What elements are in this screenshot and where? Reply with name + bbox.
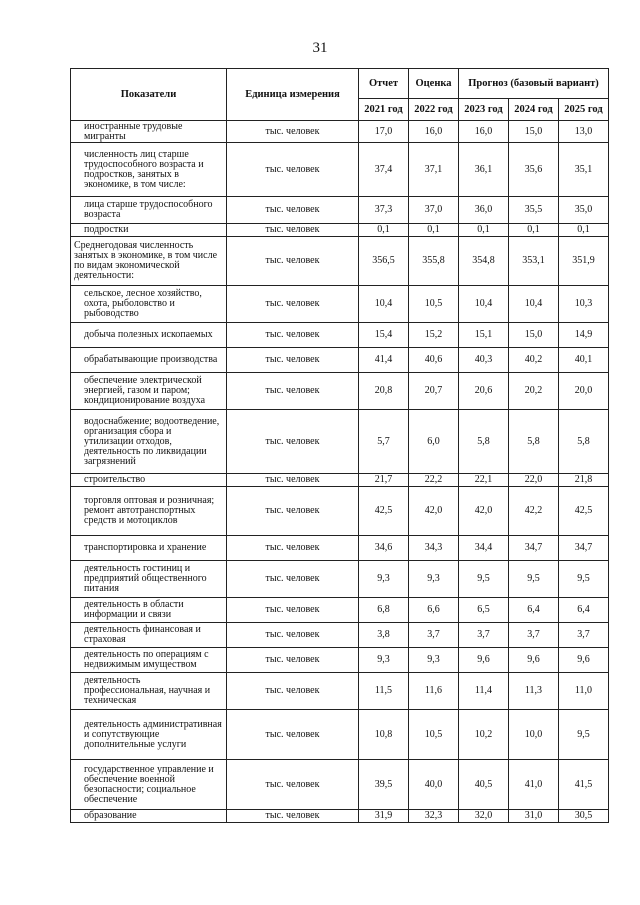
row-unit: тыс. человек	[227, 623, 359, 648]
table-row	[71, 598, 609, 623]
value-2025: 9,6	[559, 648, 609, 673]
value-2021: 6,8	[359, 598, 409, 623]
row-unit: тыс. человек	[227, 487, 359, 536]
value-2022: 6,0	[409, 410, 459, 474]
value-2024: 10,0	[509, 710, 559, 760]
value-2021: 5,7	[359, 410, 409, 474]
value-2024: 42,2	[509, 487, 559, 536]
value-2022: 0,1	[409, 224, 459, 237]
value-2022: 10,5	[409, 710, 459, 760]
row-label: строительство	[71, 474, 227, 487]
header-year-2025: 2025 год	[559, 99, 609, 121]
table-row	[71, 286, 609, 323]
row-label: деятельность гостиниц и предприятий общественного питания	[71, 561, 227, 598]
row-label: деятельность профессиональная, научная и техническая	[71, 673, 227, 710]
value-2023: 22,1	[459, 474, 509, 487]
value-2025: 351,9	[559, 237, 609, 286]
value-2023: 6,5	[459, 598, 509, 623]
value-2021: 42,5	[359, 487, 409, 536]
value-2022: 20,7	[409, 373, 459, 410]
table-row	[71, 487, 609, 536]
header-forecast: Прогноз (базовый вариант)	[459, 69, 609, 99]
value-2021: 34,6	[359, 536, 409, 561]
value-2025: 5,8	[559, 410, 609, 474]
header-report: Отчет	[359, 69, 409, 99]
value-2021: 21,7	[359, 474, 409, 487]
value-2025: 0,1	[559, 224, 609, 237]
row-label: численность лиц старше трудоспособного возраста и подростков, занятых в экономике, в том числе:	[71, 143, 227, 197]
value-2025: 42,5	[559, 487, 609, 536]
row-unit: тыс. человек	[227, 536, 359, 561]
value-2023: 34,4	[459, 536, 509, 561]
table-row	[71, 121, 609, 143]
row-label: деятельность в области информации и связи	[71, 598, 227, 623]
row-unit: тыс. человек	[227, 561, 359, 598]
row-label: деятельность административная и сопутствующие дополнительные услуги	[71, 710, 227, 760]
value-2021: 31,9	[359, 810, 409, 823]
value-2023: 15,1	[459, 323, 509, 348]
header-indicators: Показатели	[71, 69, 227, 121]
value-2022: 355,8	[409, 237, 459, 286]
value-2021: 11,5	[359, 673, 409, 710]
value-2022: 32,3	[409, 810, 459, 823]
value-2021: 37,4	[359, 143, 409, 197]
value-2025: 21,8	[559, 474, 609, 487]
value-2024: 15,0	[509, 121, 559, 143]
value-2023: 9,6	[459, 648, 509, 673]
row-unit: тыс. человек	[227, 810, 359, 823]
row-unit: тыс. человек	[227, 286, 359, 323]
row-label: образование	[71, 810, 227, 823]
value-2021: 41,4	[359, 348, 409, 373]
table-row	[71, 237, 609, 286]
value-2024: 40,2	[509, 348, 559, 373]
value-2024: 31,0	[509, 810, 559, 823]
row-label: водоснабжение; водоотведение, организация сбора и утилизации отходов, деятельность по ликвидации загрязнений	[71, 410, 227, 474]
value-2024: 11,3	[509, 673, 559, 710]
value-2025: 40,1	[559, 348, 609, 373]
table-row	[71, 224, 609, 237]
value-2024: 41,0	[509, 760, 559, 810]
value-2023: 3,7	[459, 623, 509, 648]
value-2022: 16,0	[409, 121, 459, 143]
value-2024: 6,4	[509, 598, 559, 623]
row-unit: тыс. человек	[227, 143, 359, 197]
value-2024: 9,5	[509, 561, 559, 598]
value-2021: 9,3	[359, 648, 409, 673]
value-2021: 37,3	[359, 197, 409, 224]
value-2022: 22,2	[409, 474, 459, 487]
header-year-2022: 2022 год	[409, 99, 459, 121]
value-2025: 14,9	[559, 323, 609, 348]
value-2025: 41,5	[559, 760, 609, 810]
value-2021: 15,4	[359, 323, 409, 348]
value-2023: 20,6	[459, 373, 509, 410]
value-2022: 10,5	[409, 286, 459, 323]
value-2022: 42,0	[409, 487, 459, 536]
value-2025: 30,5	[559, 810, 609, 823]
table-row	[71, 760, 609, 810]
value-2025: 9,5	[559, 561, 609, 598]
value-2021: 356,5	[359, 237, 409, 286]
value-2025: 13,0	[559, 121, 609, 143]
value-2022: 37,0	[409, 197, 459, 224]
row-unit: тыс. человек	[227, 673, 359, 710]
row-label: лица старше трудоспособного возраста	[71, 197, 227, 224]
header-year-2021: 2021 год	[359, 99, 409, 121]
value-2023: 36,0	[459, 197, 509, 224]
value-2023: 32,0	[459, 810, 509, 823]
value-2023: 36,1	[459, 143, 509, 197]
value-2024: 34,7	[509, 536, 559, 561]
row-unit: тыс. человек	[227, 410, 359, 474]
value-2023: 0,1	[459, 224, 509, 237]
value-2024: 0,1	[509, 224, 559, 237]
value-2023: 40,3	[459, 348, 509, 373]
row-label: сельское, лесное хозяйство, охота, рыболовство и рыбоводство	[71, 286, 227, 323]
value-2023: 10,4	[459, 286, 509, 323]
value-2023: 40,5	[459, 760, 509, 810]
value-2022: 11,6	[409, 673, 459, 710]
value-2024: 353,1	[509, 237, 559, 286]
table-row	[71, 143, 609, 197]
table-row	[71, 474, 609, 487]
row-unit: тыс. человек	[227, 348, 359, 373]
value-2023: 10,2	[459, 710, 509, 760]
row-label: Среднегодовая численность занятых в экономике, в том числе по видам экономической деятельности:	[71, 237, 227, 286]
value-2023: 5,8	[459, 410, 509, 474]
value-2024: 5,8	[509, 410, 559, 474]
value-2022: 3,7	[409, 623, 459, 648]
table-row	[71, 673, 609, 710]
row-label: подростки	[71, 224, 227, 237]
value-2025: 35,1	[559, 143, 609, 197]
row-unit: тыс. человек	[227, 710, 359, 760]
row-unit: тыс. человек	[227, 237, 359, 286]
value-2022: 9,3	[409, 648, 459, 673]
value-2021: 39,5	[359, 760, 409, 810]
header-estimate: Оценка	[409, 69, 459, 99]
row-label: транспортировка и хранение	[71, 536, 227, 561]
value-2024: 35,5	[509, 197, 559, 224]
forecast-table	[70, 68, 609, 823]
row-label: государственное управление и обеспечение военной безопасности; социальное обеспечение	[71, 760, 227, 810]
header-year-2024: 2024 год	[509, 99, 559, 121]
row-unit: тыс. человек	[227, 373, 359, 410]
table-row	[71, 536, 609, 561]
value-2022: 9,3	[409, 561, 459, 598]
value-2024: 3,7	[509, 623, 559, 648]
value-2023: 11,4	[459, 673, 509, 710]
table-row	[71, 373, 609, 410]
row-unit: тыс. человек	[227, 760, 359, 810]
value-2025: 3,7	[559, 623, 609, 648]
table-row	[71, 323, 609, 348]
value-2024: 35,6	[509, 143, 559, 197]
row-unit: тыс. человек	[227, 474, 359, 487]
table-row	[71, 561, 609, 598]
value-2025: 9,5	[559, 710, 609, 760]
value-2023: 354,8	[459, 237, 509, 286]
row-unit: тыс. человек	[227, 121, 359, 143]
page-number: 31	[312, 40, 328, 56]
header-year-2023: 2023 год	[459, 99, 509, 121]
value-2023: 9,5	[459, 561, 509, 598]
value-2024: 10,4	[509, 286, 559, 323]
value-2022: 15,2	[409, 323, 459, 348]
header-unit: Единица измерения	[227, 69, 359, 121]
table-row	[71, 410, 609, 474]
value-2024: 15,0	[509, 323, 559, 348]
row-label: деятельность по операциям с недвижимым имуществом	[71, 648, 227, 673]
table-row	[71, 648, 609, 673]
row-label: обеспечение электрической энергией, газом и паром; кондиционирование воздуха	[71, 373, 227, 410]
value-2025: 34,7	[559, 536, 609, 561]
value-2021: 9,3	[359, 561, 409, 598]
row-label: добыча полезных ископаемых	[71, 323, 227, 348]
value-2024: 20,2	[509, 373, 559, 410]
value-2021: 3,8	[359, 623, 409, 648]
table-row	[71, 197, 609, 224]
value-2021: 0,1	[359, 224, 409, 237]
row-label: обрабатывающие производства	[71, 348, 227, 373]
value-2022: 40,6	[409, 348, 459, 373]
row-unit: тыс. человек	[227, 598, 359, 623]
row-unit: тыс. человек	[227, 224, 359, 237]
table-row	[71, 623, 609, 648]
value-2021: 10,8	[359, 710, 409, 760]
value-2021: 10,4	[359, 286, 409, 323]
value-2022: 6,6	[409, 598, 459, 623]
row-label: иностранные трудовые мигранты	[71, 121, 227, 143]
value-2023: 16,0	[459, 121, 509, 143]
table-row	[71, 710, 609, 760]
value-2025: 10,3	[559, 286, 609, 323]
value-2025: 11,0	[559, 673, 609, 710]
value-2025: 35,0	[559, 197, 609, 224]
value-2024: 22,0	[509, 474, 559, 487]
row-label: торговля оптовая и розничная; ремонт автотранспортных средств и мотоциклов	[71, 487, 227, 536]
value-2022: 40,0	[409, 760, 459, 810]
value-2022: 34,3	[409, 536, 459, 561]
value-2025: 20,0	[559, 373, 609, 410]
table-row	[71, 348, 609, 373]
value-2023: 42,0	[459, 487, 509, 536]
value-2022: 37,1	[409, 143, 459, 197]
table-row	[71, 810, 609, 823]
row-unit: тыс. человек	[227, 323, 359, 348]
value-2024: 9,6	[509, 648, 559, 673]
value-2025: 6,4	[559, 598, 609, 623]
value-2021: 17,0	[359, 121, 409, 143]
row-unit: тыс. человек	[227, 648, 359, 673]
row-unit: тыс. человек	[227, 197, 359, 224]
value-2021: 20,8	[359, 373, 409, 410]
row-label: деятельность финансовая и страховая	[71, 623, 227, 648]
